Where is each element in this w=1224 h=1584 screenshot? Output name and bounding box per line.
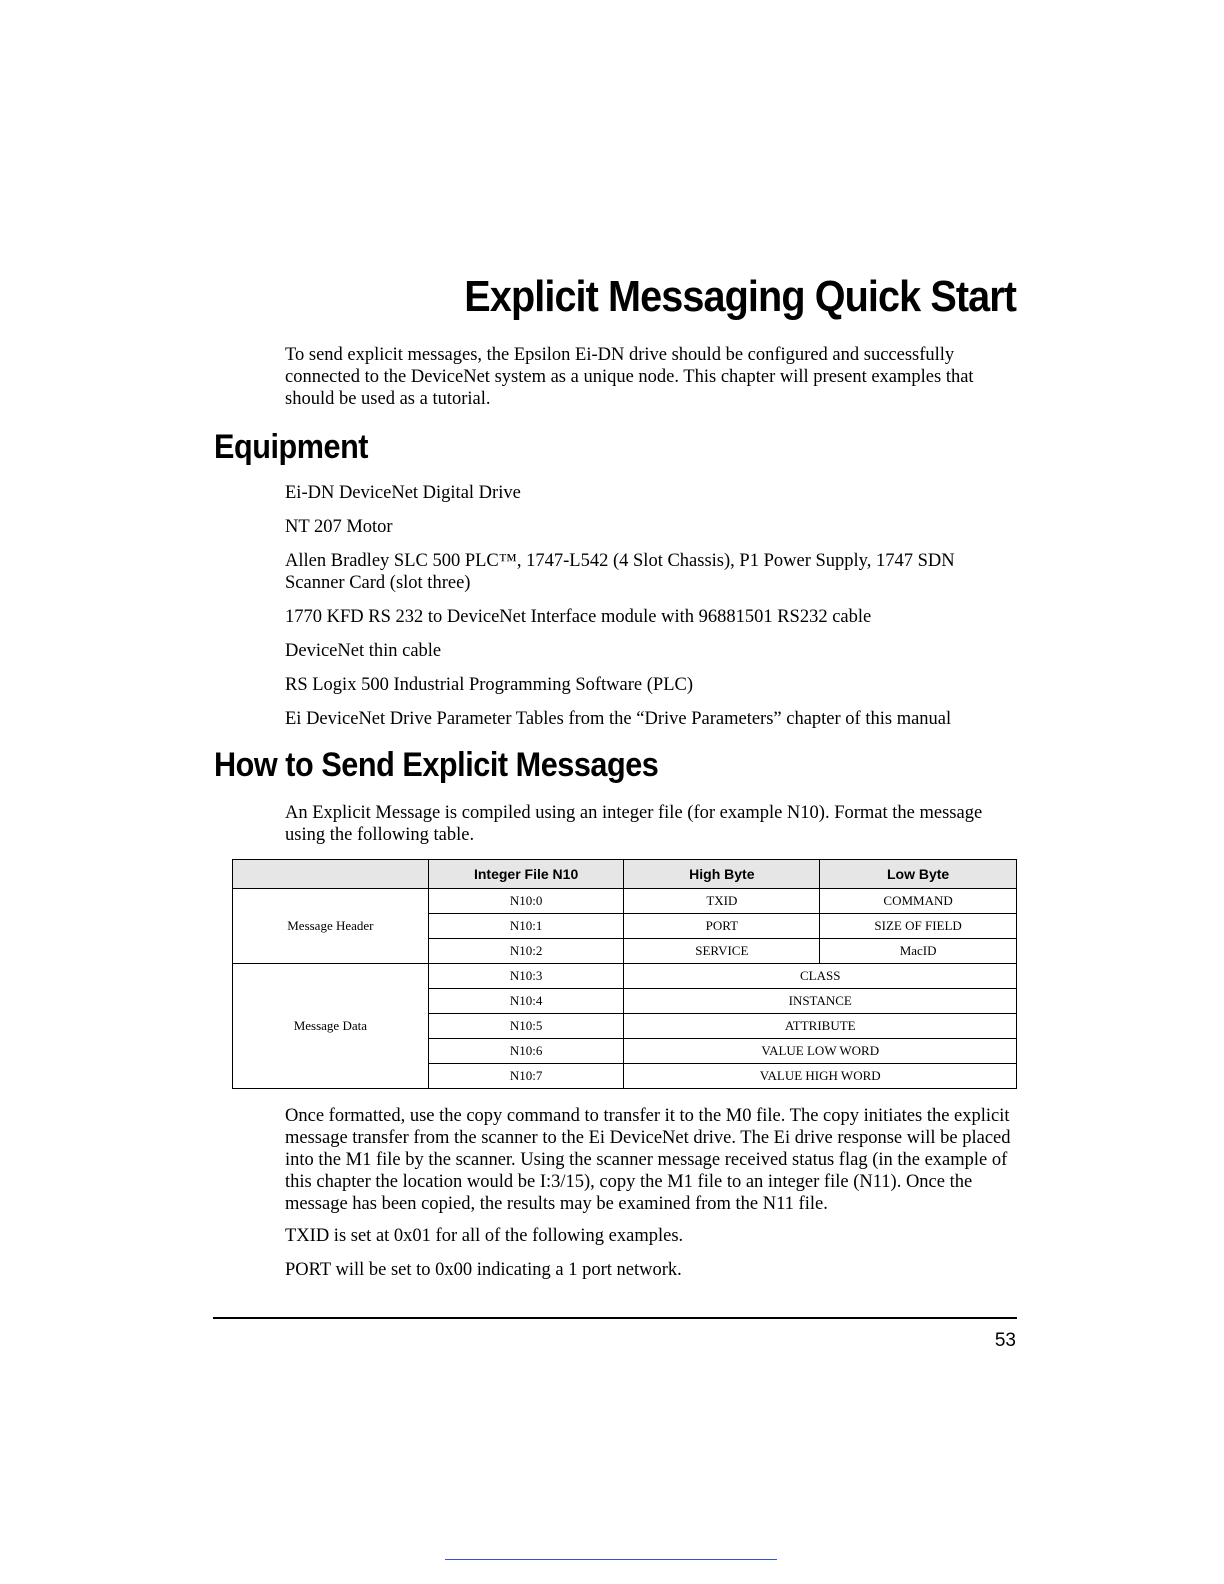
equipment-item: Ei-DN DeviceNet Digital Drive [285, 483, 521, 503]
table-cell: SERVICE [624, 939, 820, 964]
table-cell: N10:6 [428, 1039, 624, 1064]
table-cell: N10:7 [428, 1064, 624, 1089]
equipment-heading: Equipment [214, 428, 369, 466]
how-to-intro-paragraph: An Explicit Message is compiled using an integer file (for example N10). Format the message using the following table. [285, 803, 983, 845]
table-header-cell: High Byte [624, 860, 820, 889]
equipment-item: Ei DeviceNet Drive Parameter Tables from the “Drive Parameters” chapter of this manual [285, 709, 952, 729]
table-row [233, 889, 1017, 914]
table-row [233, 964, 1017, 989]
equipment-item: 1770 KFD RS 232 to DeviceNet Interface module with 96881501 RS232 cable [285, 607, 872, 627]
equipment-item: RS Logix 500 Industrial Programming Software (PLC) [285, 675, 693, 695]
table-cell: TXID [624, 889, 820, 914]
footer-rule [213, 1317, 1017, 1319]
table-cell: CLASS [624, 964, 1017, 989]
message-header-group-label: Message Header [233, 889, 429, 964]
txid-note: TXID is set at 0x01 for all of the following examples. [285, 1226, 684, 1246]
table-header-cell: Low Byte [820, 860, 1017, 889]
chapter-title: Explicit Messaging Quick Start [464, 272, 1016, 321]
table-cell: N10:4 [428, 989, 624, 1014]
table-header-row [233, 860, 1017, 889]
table-cell: N10:2 [428, 939, 624, 964]
table-cell: PORT [624, 914, 820, 939]
page-number: 53 [994, 1330, 1016, 1351]
equipment-item: DeviceNet thin cable [285, 641, 442, 661]
after-table-paragraph: Once formatted, use the copy command to transfer it to the M0 file. The copy initiates the explicit message transfer from the scanner to the Ei DeviceNet drive. The Ei drive response will be placed into the M1 file by the scanner. Using the scanner message received status flag (in the example of this chapter the location would be I:3/15), copy the M1 file to an integer file (N11). Once the message has been copied, the results may be examined from the N11 file. [285, 1106, 1011, 1214]
table-header-cell: Integer File N10 [428, 860, 624, 889]
table-cell: N10:1 [428, 914, 624, 939]
link-underline-decoration [445, 1559, 777, 1560]
table-cell: VALUE LOW WORD [624, 1039, 1017, 1064]
table-cell: COMMAND [820, 889, 1017, 914]
chapter-intro-paragraph: To send explicit messages, the Epsilon Ei-DN drive should be configured and successfully connected to the DeviceNet system as a unique node. This chapter will present examples that should be used as a tutorial. [285, 345, 974, 409]
table-cell: MacID [820, 939, 1017, 964]
equipment-item: Allen Bradley SLC 500 PLC™, 1747-L542 (4 Slot Chassis), P1 Power Supply, 1747 SDN Scanner Card (slot three) [285, 551, 955, 593]
table-cell: N10:5 [428, 1014, 624, 1039]
table-cell: VALUE HIGH WORD [624, 1064, 1017, 1089]
table-cell: ATTRIBUTE [624, 1014, 1017, 1039]
table-header-cell [233, 860, 429, 889]
table-cell: INSTANCE [624, 989, 1017, 1014]
table-cell: N10:3 [428, 964, 624, 989]
message-data-group-label: Message Data [233, 964, 429, 1089]
port-note: PORT will be set to 0x00 indicating a 1 port network. [285, 1260, 682, 1280]
how-to-heading: How to Send Explicit Messages [214, 746, 659, 784]
table-cell: N10:0 [428, 889, 624, 914]
table-cell: SIZE OF FIELD [820, 914, 1017, 939]
equipment-item: NT 207 Motor [285, 517, 393, 537]
equipment-list [285, 482, 1017, 742]
message-format-table [232, 859, 1017, 1089]
